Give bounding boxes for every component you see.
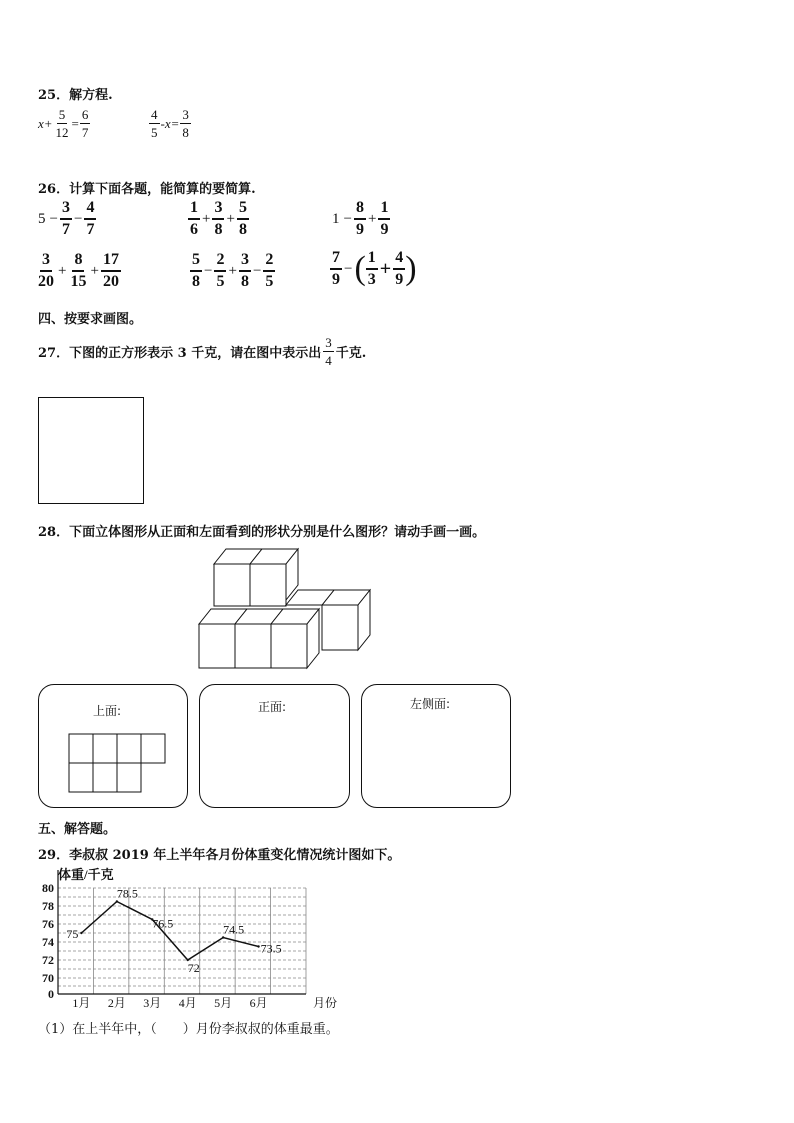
q26-expr-3: 1 − $\frac{8}{9}$ + $\frac{1}{9}$ [332, 199, 389, 238]
front-view-label: 正面: [258, 700, 287, 714]
q25-title: 25．解方程. [38, 88, 113, 103]
data-label: 73.5 [260, 941, 282, 956]
y-tick-label: 72 [42, 953, 54, 967]
data-point [80, 932, 82, 934]
cube-front-face [214, 564, 250, 606]
q28-title: 28．下面立体图形从正面和左面看到的形状分别是什么图形？请动手画一画。 [38, 525, 486, 540]
eq1-fraction-a: $\frac{5}{12}$ [55, 107, 69, 140]
x-tick-label: 2月 [107, 996, 126, 1010]
x-tick-label: 4月 [178, 996, 197, 1010]
q26-expr-6: $\frac{7}{9}$ − ( $\frac{1}{3}$ + $\frac{4}{9}$ ) [332, 249, 417, 288]
q29-subquestion-1: （1）在上半年中，（ ）月份李叔叔的体重最重。 [38, 1022, 339, 1037]
q26-expr-5: $\frac{5}{8}$ − $\frac{2}{5}$ + $\frac{3}{8}$ − $\frac{2}{5}$ [192, 251, 274, 290]
weight-line-chart [34, 862, 344, 1014]
y-tick-label: 70 [42, 971, 54, 985]
eq1-op: = [71, 115, 79, 131]
q25-equation-1 [38, 108, 91, 139]
data-label: 75 [66, 927, 79, 941]
q26-expr-1: 5 − $\frac{3}{7}$ − $\frac{4}{7}$ [38, 199, 95, 238]
eq2-fraction-a: $\frac{4}{5}$ [151, 107, 158, 140]
cube-front-face [322, 605, 358, 650]
eq1-var: x+ [38, 115, 53, 131]
data-label: 74.5 [223, 922, 245, 937]
chart-axes [58, 870, 306, 994]
y-tick-label: 76 [42, 917, 54, 931]
top-view-grid [68, 733, 168, 793]
q29-title: 29．李叔叔 2019 年上半年各月份体重变化情况统计图如下。 [38, 848, 401, 863]
left-view-label: 左侧面: [410, 697, 451, 711]
x-tick-label: 1月 [72, 996, 91, 1010]
q25-equation-2 [148, 108, 192, 139]
data-label: 72 [187, 961, 200, 975]
eq2-mid: -x= [160, 115, 180, 131]
eq2-fraction-b: $\frac{3}{8}$ [182, 107, 189, 140]
data-label: 78.5 [116, 886, 138, 901]
q28-cube-figure [196, 545, 378, 670]
q27-square [38, 397, 144, 504]
x-tick-label: 3月 [143, 996, 162, 1010]
cube-front-face [271, 624, 307, 668]
cube-front-face [235, 624, 271, 668]
y-tick-label: 78 [42, 899, 54, 913]
cube-front-face [250, 564, 286, 606]
chart-xticks [72, 996, 267, 1010]
x-tick-label: 5月 [214, 996, 233, 1010]
y-tick-label: 74 [42, 935, 54, 949]
q26-expr-2: $\frac{1}{6}$ + $\frac{3}{8}$ + $\frac{5}{8}$ [190, 199, 247, 238]
chart-labels [66, 887, 281, 976]
q26-expr-4: $\frac{3}{20}$ + $\frac{8}{15}$ + $\frac{17}{20}$ [38, 251, 119, 290]
chart-yticks [42, 881, 54, 1001]
data-point [257, 945, 259, 947]
chart-xlabel: 月份 [313, 996, 338, 1010]
top-view-label: 上面: [93, 704, 122, 718]
q26-title: 26．计算下面各题，能简算的要简算. [38, 182, 256, 197]
data-point [116, 900, 118, 902]
y-tick-label: 0 [48, 987, 54, 1001]
data-point [222, 936, 224, 938]
section-5-heading: 五、解答题。 [38, 822, 117, 837]
data-label: 76.5 [152, 916, 174, 931]
eq1-fraction-b: $\frac{6}{7}$ [81, 107, 89, 140]
y-tick-label: 80 [42, 881, 54, 895]
x-tick-label: 6月 [249, 996, 268, 1010]
chart-ylabel: 体重/千克 [58, 867, 114, 882]
section-4-heading: 四、按要求画图。 [38, 312, 143, 327]
q27-text: 27．下图的正方形表示 3 千克，请在图中表示出 $\frac{3}{4}$ 千克. [38, 335, 367, 368]
cube-front-face [199, 624, 235, 668]
